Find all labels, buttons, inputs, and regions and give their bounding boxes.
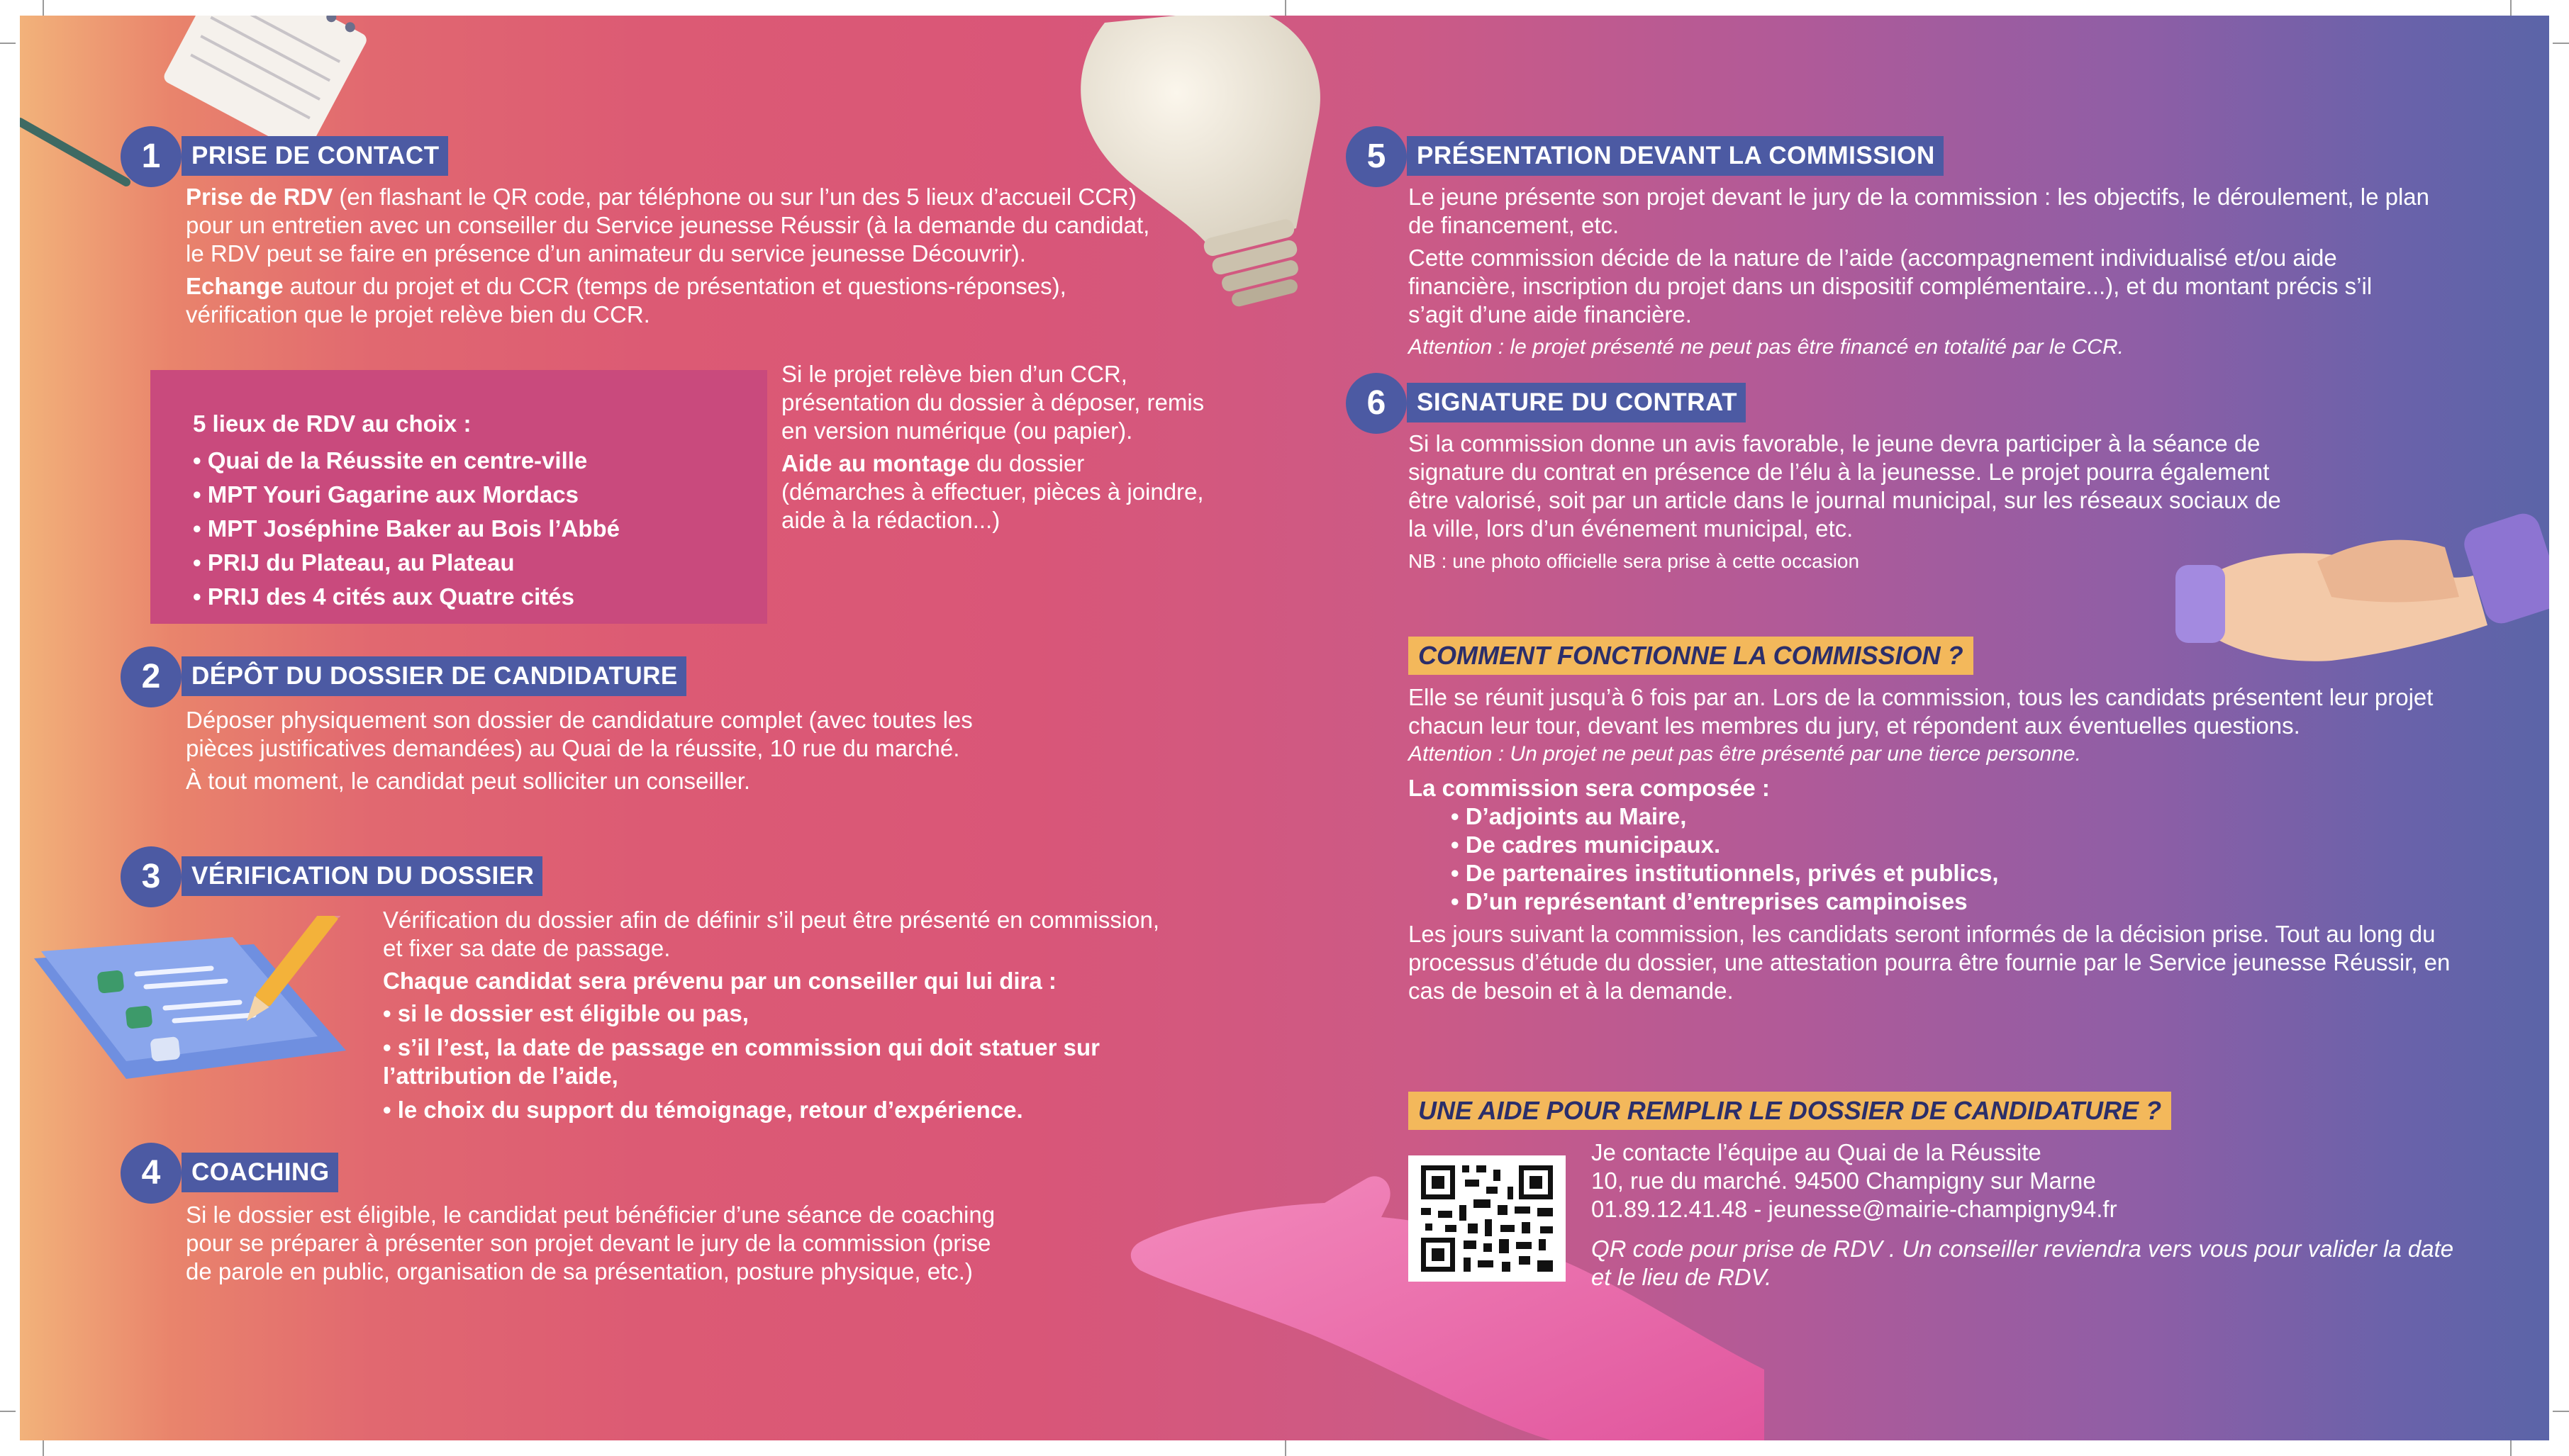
step-1-side-text <box>781 360 1207 539</box>
step-6-body <box>1408 430 2287 580</box>
step-5-paragraph: Le jeune présente son projet devant le jury de la commission : les objectifs, le déroulement, le plan de financement, etc. <box>1408 184 2429 238</box>
place-item: • PRIJ des 4 cités aux Quatre cités <box>193 583 574 610</box>
step-6-title: SIGNATURE DU CONTRAT <box>1407 383 1746 422</box>
step-1-body <box>186 183 1150 333</box>
step-4-paragraph: Si le dossier est éligible, le candidat peut bénéficier d’une séance de coaching pour se préparer à présenter son projet devant le jury de la commission (prise de parole en public, organisation de sa présentation, posture physique, etc.) <box>186 1202 996 1284</box>
step-3-notice: Chaque candidat sera prévenu par un conseiller qui lui dira : <box>383 968 1057 994</box>
crop-mark <box>1285 1440 1286 1456</box>
step-4-body <box>186 1201 1022 1290</box>
step-5-paragraph: Cette commission décide de la nature de l’aide (accompagnement individualisé et/ou aide financière, inscription du projet dans un dispositif complémentaire...), et du montant précis s’il s’agit d’une aide financière. <box>1408 245 2373 327</box>
commission-body <box>1408 683 2458 1009</box>
places-list <box>193 444 620 614</box>
member-item: • D’adjoints au Maire, <box>1451 803 1687 829</box>
member-item: • D’un représentant d’entreprises campinoises <box>1451 888 1968 914</box>
commission-members-list <box>1408 802 2458 916</box>
step-1-title: PRISE DE CONTACT <box>182 136 448 176</box>
step-2-number-badge: 2 <box>121 646 182 707</box>
aide-montage-text: du dossier (démarches à effectuer, pièces à joindre, aide à la rédaction...) <box>781 450 1204 533</box>
crop-mark <box>0 1411 16 1412</box>
place-item: • Quai de la Réussite en centre-ville <box>193 447 588 474</box>
step-3-body <box>383 906 1177 1124</box>
step-3-number-badge: 3 <box>121 846 182 907</box>
dossier-text: Si le projet relève bien d’un CCR, présentation du dossier à déposer, remis en version numérique (ou papier). <box>781 361 1205 444</box>
rdv-label: Prise de RDV <box>186 184 333 210</box>
places-title: 5 lieux de RDV au choix : <box>193 410 472 437</box>
step-3-item: • si le dossier est éligible ou pas, <box>383 1000 749 1026</box>
step-3-item: • le choix du support du témoignage, retour d’expérience. <box>383 1097 1023 1123</box>
aide-montage-label: Aide au montage <box>781 450 970 476</box>
crop-mark <box>43 0 44 16</box>
commission-paragraph: Les jours suivant la commission, les candidats seront informés de la décision prise. Tout au long du processus d’étude du dossier, une attestation pourra être fournie par le Service jeunesse Réussir, en cas de besoin et à la demande. <box>1408 921 2451 1004</box>
place-item: • PRIJ du Plateau, au Plateau <box>193 549 515 576</box>
step-6-paragraph: Si la commission donne un avis favorable, le jeune devra participer à la séance de signature du contrat en présence de l’élu à la jeunesse. Le projet pourra également être valorisé, soit par un article dans le journal municipal, sur les réseaux sociaux de la ville, lors d’un événement municipal, etc. <box>1408 430 2281 542</box>
handshake-illustration <box>2175 491 2549 703</box>
qr-code[interactable] <box>1408 1155 1566 1282</box>
help-line: Je contacte l’équipe au Quai de la Réussite <box>1591 1139 2041 1165</box>
help-qr-note: QR code pour prise de RDV . Un conseiller reviendra vers vous pour valider la date et le lieu de RDV. <box>1591 1236 2454 1290</box>
step-5-number-badge: 5 <box>1346 126 1407 187</box>
crop-mark <box>2553 1411 2569 1412</box>
step-6-number-badge: 6 <box>1346 373 1407 434</box>
place-item: • MPT Joséphine Baker au Bois l’Abbé <box>193 515 620 542</box>
step-5-note: Attention : le projet présenté ne peut pas être financé en totalité par le CCR. <box>1408 335 2124 359</box>
step-5-body <box>1408 183 2429 366</box>
step-3-item: • s’il l’est, la date de passage en commission qui doit statuer sur l’attribution de l’aide, <box>383 1034 1100 1089</box>
commission-note: Attention : Un projet ne peut pas être présenté par une tierce personne. <box>1408 742 2081 766</box>
help-body <box>1591 1138 2456 1292</box>
qr-code-icon <box>1408 1155 1566 1282</box>
step-3-list <box>383 999 1177 1124</box>
step-2-paragraph: À tout moment, le candidat peut solliciter un conseiller. <box>186 768 751 794</box>
step-5-title: PRÉSENTATION DEVANT LA COMMISSION <box>1407 136 1944 176</box>
rdv-places-box <box>150 370 767 624</box>
help-section-title: UNE AIDE POUR REMPLIR LE DOSSIER DE CANDIDATURE ? <box>1408 1092 2171 1130</box>
member-item: • De partenaires institutionnels, privés et publics, <box>1451 860 1999 886</box>
step-3-paragraph: Vérification du dossier afin de définir s’il peut être présenté en commission, et fixer sa date de passage. <box>383 907 1160 961</box>
crop-mark <box>2510 0 2512 16</box>
crop-mark <box>1285 0 1286 16</box>
member-item: • De cadres municipaux. <box>1451 831 1721 858</box>
step-4-number-badge: 4 <box>121 1143 182 1204</box>
help-address: 10, rue du marché. 94500 Champigny sur Marne <box>1591 1167 2096 1194</box>
step-2-title: DÉPÔT DU DOSSIER DE CANDIDATURE <box>182 656 686 696</box>
step-1-number-badge: 1 <box>121 126 182 187</box>
step-3-title: VÉRIFICATION DU DOSSIER <box>182 856 542 896</box>
crop-mark <box>43 1440 44 1456</box>
step-6-note: NB : une photo officielle sera prise à cette occasion <box>1408 550 1860 572</box>
rdv-text: (en flashant le QR code, par téléphone ou sur l’un des 5 lieux d’accueil CCR) pour un entretien avec un conseiller du Service jeunesse Réussir (à la demande du candidat, le RDV peut se faire en présence d’un animateur du service jeunesse Découvrir). <box>186 184 1150 267</box>
checklist-illustration <box>20 916 360 1114</box>
commission-paragraph: Elle se réunit jusqu’à 6 fois par an. Lors de la commission, tous les candidats présentent leur projet chacun leur tour, devant les membres du jury, et répondent aux éventuelles questions. <box>1408 684 2434 739</box>
step-2-body <box>186 706 994 800</box>
brochure-page <box>20 16 2549 1440</box>
crop-mark <box>2553 43 2569 44</box>
step-4-title: COACHING <box>182 1153 338 1192</box>
crop-mark <box>2510 1440 2512 1456</box>
commission-section-title: COMMENT FONCTIONNE LA COMMISSION ? <box>1408 637 1973 675</box>
step-2-paragraph: Déposer physiquement son dossier de candidature complet (avec toutes les pièces justificatives demandées) au Quai de la réussite, 10 rue du marché. <box>186 707 973 761</box>
help-contact: 01.89.12.41.48 - jeunesse@mairie-champigny94.fr <box>1591 1196 2117 1222</box>
commission-composed-title: La commission sera composée : <box>1408 775 1770 801</box>
crop-mark <box>0 43 16 44</box>
place-item: • MPT Youri Gagarine aux Mordacs <box>193 481 579 508</box>
echange-text: autour du projet et du CCR (temps de présentation et questions-réponses), vérification que le projet relève bien du CCR. <box>186 273 1066 327</box>
echange-label: Echange <box>186 273 284 299</box>
